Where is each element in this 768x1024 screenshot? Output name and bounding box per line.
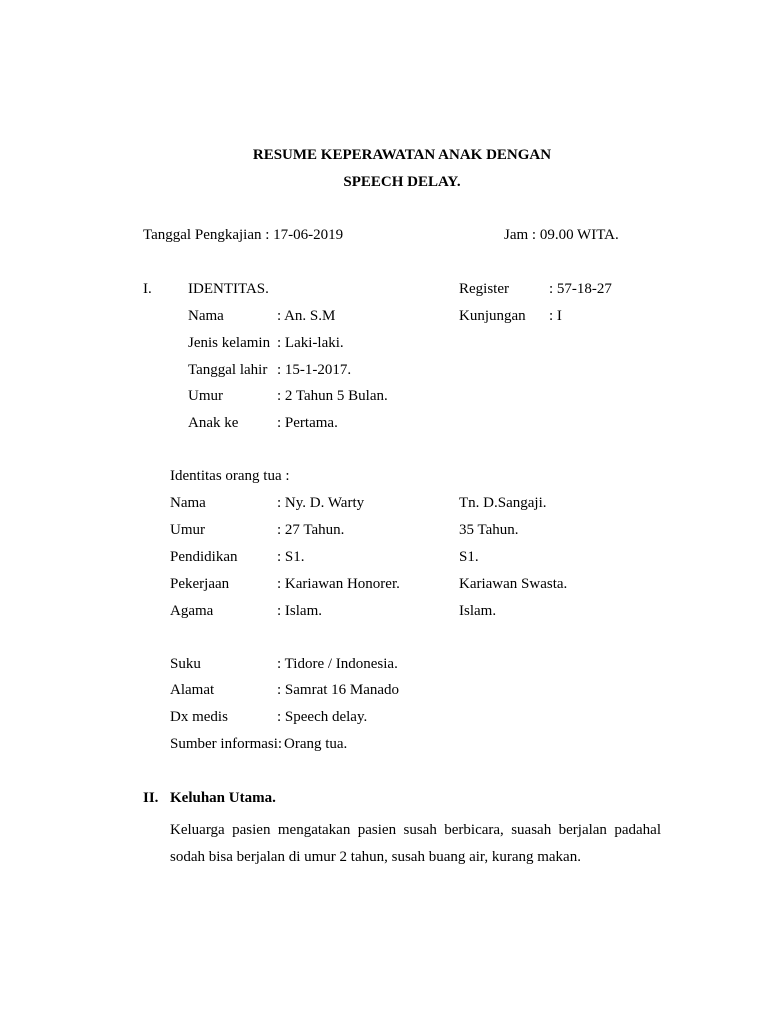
parent-age-label: Umur xyxy=(170,522,205,538)
ethnicity-label: Suku xyxy=(170,656,201,672)
chief-complaint-paragraph: Keluarga pasien mengatakan pasien susah berbicara, suasah berjalan padahal sodah bisa berjalan di umur 2 tahun, susah buang air, kurang makan. xyxy=(170,822,661,865)
child-name-label: Nama xyxy=(188,308,224,324)
parents-heading: Identitas orang tua : xyxy=(170,468,290,484)
child-birthdate-value: : 15-1-2017. xyxy=(277,362,352,378)
diagnosis-label: Dx medis xyxy=(170,709,228,725)
father-religion: Islam. xyxy=(459,603,497,619)
parent-occupation-label: Pekerjaan xyxy=(170,576,230,592)
parent-education-label: Pendidikan xyxy=(170,549,238,565)
mother-occupation: : Kariawan Honorer. xyxy=(277,576,400,592)
assessment-time: Jam : 09.00 WITA. xyxy=(504,227,619,243)
child-age-value: : 2 Tahun 5 Bulan. xyxy=(277,388,388,404)
child-age-label: Umur xyxy=(188,388,223,404)
assessment-date: Tanggal Pengkajian : 17-06-2019 xyxy=(143,227,344,243)
info-source-value: Orang tua. xyxy=(284,736,348,752)
kunjungan-value: : I xyxy=(549,308,562,324)
mother-name: : Ny. D. Warty xyxy=(277,495,365,511)
address-value: : Samrat 16 Manado xyxy=(277,682,400,698)
child-birthdate-label: Tanggal lahir xyxy=(188,362,268,378)
section-number-2: II. xyxy=(143,790,159,806)
father-education: S1. xyxy=(459,549,479,565)
register-label: Register xyxy=(459,281,509,297)
register-value: : 57-18-27 xyxy=(549,281,612,297)
parent-religion-label: Agama xyxy=(170,603,214,619)
kunjungan-label: Kunjungan xyxy=(459,308,526,324)
mother-religion: : Islam. xyxy=(277,603,322,619)
father-age: 35 Tahun. xyxy=(459,522,519,538)
mother-education: : S1. xyxy=(277,549,305,565)
father-name: Tn. D.Sangaji. xyxy=(459,495,547,511)
mother-age: : 27 Tahun. xyxy=(277,522,345,538)
diagnosis-value: : Speech delay. xyxy=(277,709,368,725)
section-number-1: I. xyxy=(143,281,152,297)
child-order-label: Anak ke xyxy=(188,415,239,431)
parent-name-label: Nama xyxy=(170,495,206,511)
section-heading-identitas: IDENTITAS. xyxy=(188,281,269,297)
info-source-label: Sumber informasi: xyxy=(170,736,283,752)
ethnicity-value: : Tidore / Indonesia. xyxy=(277,656,398,672)
father-occupation: Kariawan Swasta. xyxy=(459,576,568,592)
child-gender-label: Jenis kelamin xyxy=(188,335,271,351)
child-name-value: : An. S.M xyxy=(277,308,336,324)
title-line-2: SPEECH DELAY. xyxy=(343,174,461,190)
child-order-value: : Pertama. xyxy=(277,415,338,431)
section-heading-keluhan-utama: Keluhan Utama. xyxy=(170,790,276,806)
title-line-1: RESUME KEPERAWATAN ANAK DENGAN xyxy=(252,147,552,163)
address-label: Alamat xyxy=(170,682,215,698)
child-gender-value: : Laki-laki. xyxy=(277,335,344,351)
